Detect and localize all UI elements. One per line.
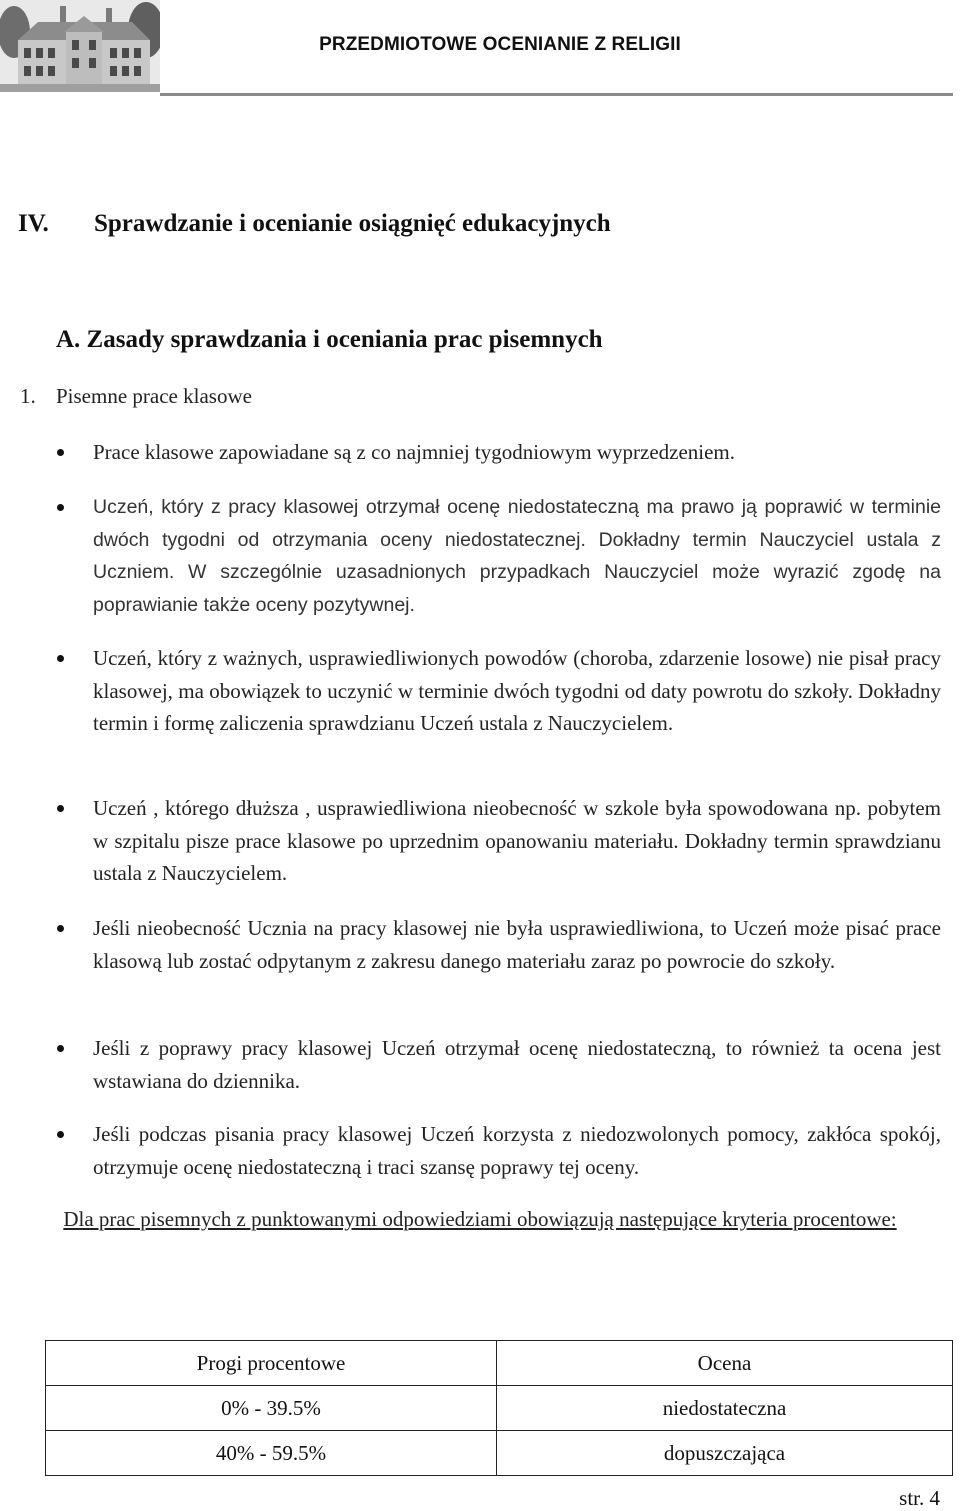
table-header-row <box>46 1341 953 1386</box>
list-item: Jeśli podczas pisania pracy klasowej Uczeń korzysta z niedozwolonych pomocy, zakłóca spokój, otrzymuje ocenę niedostateczną i traci szansę poprawy tej oceny. <box>93 1122 941 1179</box>
school-building-icon <box>0 0 160 92</box>
list-item: Jeśli z poprawy pracy klasowej Uczeń otrzymał ocenę niedostateczną, to również ta ocena jest wstawiana do dziennika. <box>93 1036 941 1093</box>
header-divider <box>160 93 953 96</box>
item-heading <box>20 384 252 409</box>
table-cell: 0% - 39.5% <box>46 1386 497 1431</box>
section-title: Sprawdzanie i ocenianie osiągnięć edukacyjnych <box>94 210 611 237</box>
bullet-icon <box>57 449 64 456</box>
criteria-note: Dla prac pisemnych z punktowanymi odpowiedziami obowiązują następujące kryteria procentowe: <box>63 1207 897 1231</box>
table-cell: dopuszczająca <box>497 1431 953 1476</box>
item-number: 1. <box>20 384 36 408</box>
grading-thresholds-table <box>45 1340 953 1476</box>
item-title: Pisemne prace klasowe <box>56 384 252 408</box>
table-cell: 40% - 59.5% <box>46 1431 497 1476</box>
list-item: Prace klasowe zapowiadane są z co najmniej tygodniowym wyprzedzeniem. <box>93 440 736 464</box>
column-header: Ocena <box>497 1341 953 1386</box>
bullet-icon <box>57 1131 64 1138</box>
list-item: Uczeń, który z pracy klasowej otrzymał ocenę niedostateczną ma prawo ją poprawić w terminie dwóch tygodni od otrzymania oceny niedostatecznej. Dokładny termin Nauczyciel ustala z Uczniem. W szczególnie uzasadnionych przypadkach Nauczyciel może wyrazić zgodę na poprawianie także oceny pozytywnej. <box>93 496 941 616</box>
column-header: Progi procentowe <box>46 1341 497 1386</box>
bullet-icon <box>57 655 64 662</box>
list-item: Uczeń , którego dłuższa , usprawiedliwiona nieobecność w szkole była spowodowana np. pobytem w szpitalu pisze prace klasowe po uprzednim opanowaniu materiału. Dokładny termin sprawdzianu ustala z Nauczycielem. <box>93 796 941 885</box>
page-number: str. 4 <box>899 1486 940 1510</box>
section-number: IV. <box>18 210 49 237</box>
subsection-heading: A. Zasady sprawdzania i oceniania prac pisemnych <box>56 326 603 353</box>
bullet-icon <box>57 1045 64 1052</box>
table-cell: niedostateczna <box>497 1386 953 1431</box>
bullet-icon <box>57 805 64 812</box>
table-row <box>46 1431 953 1476</box>
document-header-title: PRZEDMIOTOWE OCENIANIE Z RELIGII <box>319 34 681 55</box>
list-item: Uczeń, który z ważnych, usprawiedliwionych powodów (choroba, zdarzenie losowe) nie pisał pracy klasowej, ma obowiązek to uczynić w terminie dwóch tygodni od daty powrotu do szkoły. Dokładny termin i formę zaliczenia sprawdzianu Uczeń ustala z Nauczycielem. <box>93 646 941 735</box>
bullet-icon <box>57 925 64 932</box>
list-item: Jeśli nieobecność Ucznia na pracy klasowej nie była usprawiedliwiona, to Uczeń może pisać prace klasową lub zostać odpytanym z zakresu danego materiału zaraz po powrocie do szkoły. <box>93 916 941 973</box>
section-heading <box>18 210 611 238</box>
table-row <box>46 1386 953 1431</box>
bullet-icon <box>57 504 64 511</box>
